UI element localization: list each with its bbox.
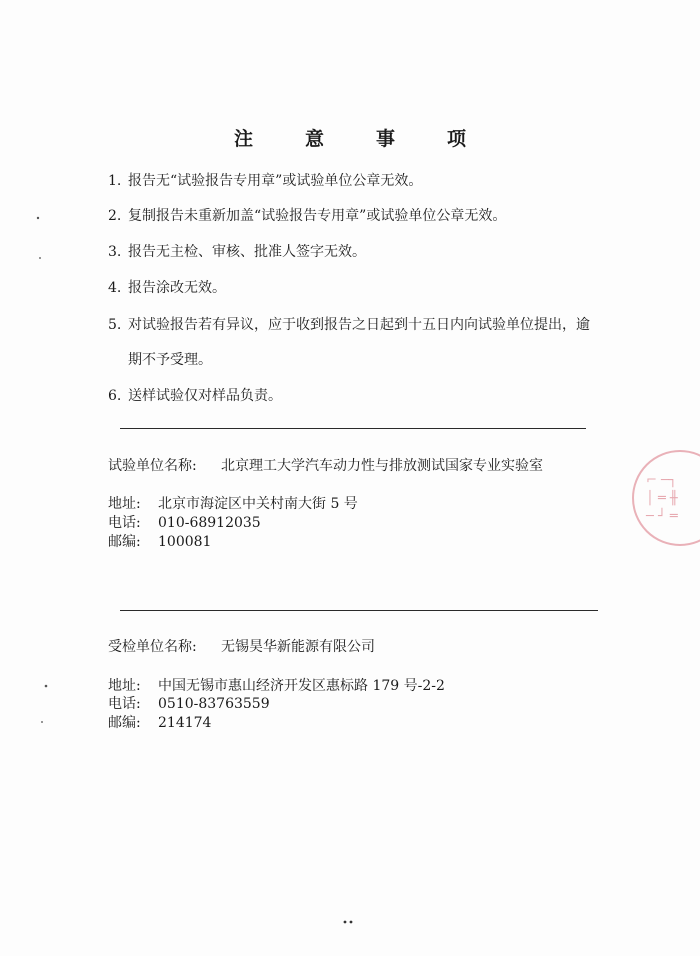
seal-stamp-marks: ⌐ ─┐ │ ═ ╫ ─ ┘ ═ xyxy=(646,473,678,524)
note-number: 4. xyxy=(108,280,122,296)
field-label: 受检单位名称: xyxy=(108,639,197,655)
field-value: 北京市海淀区中关村南大街 5 号 xyxy=(158,496,358,512)
title-char: 事 xyxy=(376,128,396,150)
field-label: 邮编: xyxy=(108,715,141,731)
note-text: 期不予受理。 xyxy=(128,352,212,368)
field-label: 试验单位名称: xyxy=(108,458,197,474)
field-value: 214174 xyxy=(158,715,212,731)
field-value: 010-68912035 xyxy=(158,515,261,531)
title-char: 意 xyxy=(304,128,324,150)
note-text: 送样试验仅对样品负责。 xyxy=(128,388,282,404)
scan-speck xyxy=(45,685,48,688)
field-value: 100081 xyxy=(158,534,212,550)
scan-speck xyxy=(39,257,41,259)
note-text: 对试验报告若有异议，应于收到报告之日起到十五日内向试验单位提出，逾 xyxy=(128,317,590,333)
scan-speck xyxy=(344,921,347,924)
note-number: 2. xyxy=(108,208,122,224)
field-label: 邮编: xyxy=(108,534,141,550)
note-number: 5. xyxy=(108,317,122,333)
field-label: 地址: xyxy=(108,496,141,512)
note-text: 报告无“试验报告专用章”或试验单位公章无效。 xyxy=(128,173,423,189)
field-value: 无锡昊华新能源有限公司 xyxy=(221,639,375,655)
field-value: 中国无锡市惠山经济开发区惠标路 179 号-2-2 xyxy=(158,678,445,694)
note-number: 6. xyxy=(108,388,122,404)
note-number: 1. xyxy=(108,173,122,189)
scan-speck xyxy=(37,217,39,219)
note-text: 报告涂改无效。 xyxy=(128,280,226,296)
note-text: 报告无主检、审核、批准人签字无效。 xyxy=(128,244,366,260)
field-label: 电话: xyxy=(108,696,141,712)
note-number: 3. xyxy=(108,244,122,260)
note-text: 复制报告未重新加盖“试验报告专用章”或试验单位公章无效。 xyxy=(128,208,507,224)
scan-speck xyxy=(350,921,353,924)
title-char: 项 xyxy=(447,128,467,150)
title-char: 注 xyxy=(233,128,253,150)
field-label: 电话: xyxy=(108,515,141,531)
field-label: 地址: xyxy=(108,678,141,694)
scan-speck xyxy=(41,721,43,723)
field-value: 0510-83763559 xyxy=(158,696,270,712)
field-value: 北京理工大学汽车动力性与排放测试国家专业实验室 xyxy=(221,458,543,474)
